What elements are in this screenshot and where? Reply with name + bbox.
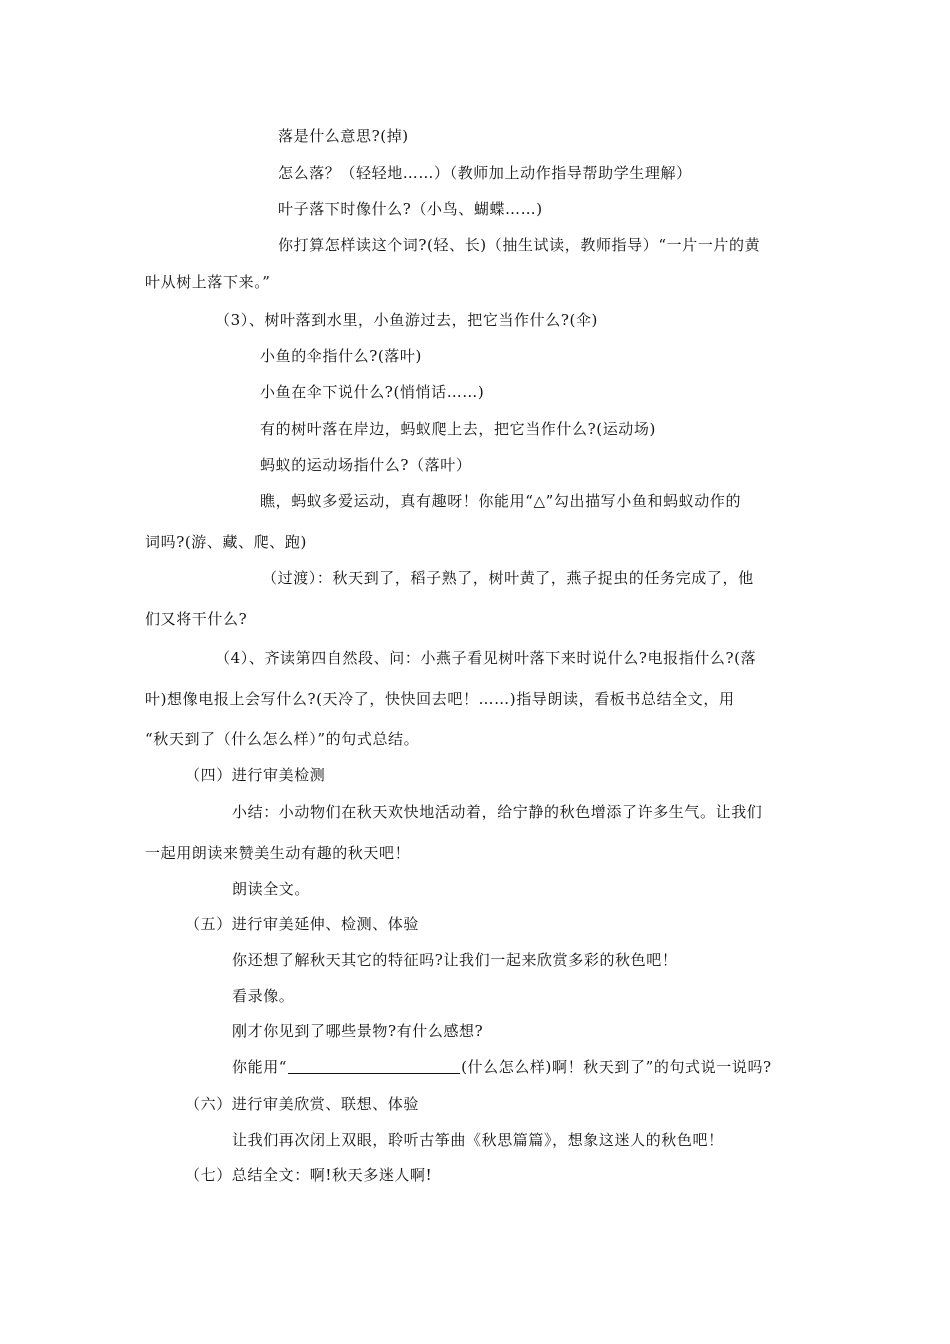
paragraph-line: 落是什么意思?(掉): [278, 127, 409, 145]
section-heading: （六）进行审美欣赏、联想、体验: [185, 1095, 420, 1113]
paragraph-line: （过渡）：秋天到了，稻子熟了，树叶黄了，燕子捉虫的任务完成了，他: [262, 569, 754, 587]
section-heading: （五）进行审美延伸、检测、体验: [185, 915, 420, 933]
paragraph-line: 叶子落下时像什么?（小鸟、蝴蝶……): [278, 200, 543, 218]
paragraph-line: 词吗?(游、藏、爬、跑): [145, 533, 307, 551]
section-heading: （七）总结全文：啊!秋天多迷人啊!: [185, 1166, 433, 1184]
paragraph-line: 让我们再次闭上双眼，聆听古筝曲《秋思篇篇》，想象这迷人的秋色吧！: [232, 1131, 724, 1149]
paragraph-line: 叶从树上落下来。”: [145, 273, 271, 291]
paragraph-line: 朗读全文。: [232, 880, 311, 898]
section-heading: （四）进行审美检测: [185, 766, 326, 784]
paragraph-line: 们又将干什么?: [145, 610, 248, 628]
paragraph-line: 看录像。: [232, 987, 295, 1005]
paragraph-line: 怎么落？（轻轻地……）（教师加上动作指导帮助学生理解）: [278, 164, 692, 182]
fill-blank-suffix: (什么怎么样)啊！秋天到了”的句式说一说吗?: [461, 1058, 772, 1076]
fill-blank-prefix: 你能用“: [232, 1058, 288, 1076]
paragraph-line: 你还想了解秋天其它的特征吗?让我们一起来欣赏多彩的秋色吧！: [232, 951, 678, 969]
paragraph-line: 小鱼的伞指什么?(落叶): [260, 347, 422, 365]
paragraph-line: 小结：小动物们在秋天欢快地活动着，给宁静的秋色增添了许多生气。让我们: [232, 803, 763, 821]
paragraph-line: 小鱼在伞下说什么?(悄悄话……): [260, 383, 485, 401]
paragraph-line: 有的树叶落在岸边，蚂蚁爬上去，把它当作什么?(运动场): [260, 420, 656, 438]
paragraph-line: 瞧，蚂蚁多爱运动，真有趣呀！你能用“△”勾出描写小鱼和蚂蚁动作的: [260, 492, 742, 510]
paragraph-line: 叶)想像电报上会写什么?(天冷了，快快回去吧！……)指导朗读，看板书总结全文，用: [145, 690, 735, 708]
paragraph-line: “秋天到了（什么怎么样）”的句式总结。: [145, 730, 420, 748]
section-heading: （3）、树叶落到水里，小鱼游过去，把它当作什么?(伞): [215, 311, 598, 329]
fill-blank-line: [232, 1057, 772, 1077]
paragraph-line: 刚才你见到了哪些景物?有什么感想?: [232, 1022, 484, 1040]
section-heading: （4）、齐读第四自然段、问：小燕子看见树叶落下来时说什么?电报指什么?(落: [215, 649, 757, 667]
paragraph-line: 你打算怎样读这个词?(轻、长)（抽生试读，教师指导）“一片一片的黄: [278, 236, 761, 254]
paragraph-line: 蚂蚁的运动场指什么?（落叶）: [260, 456, 472, 474]
paragraph-line: 一起用朗读来赞美生动有趣的秋天吧！: [145, 844, 411, 862]
answer-blank: [288, 1058, 460, 1074]
